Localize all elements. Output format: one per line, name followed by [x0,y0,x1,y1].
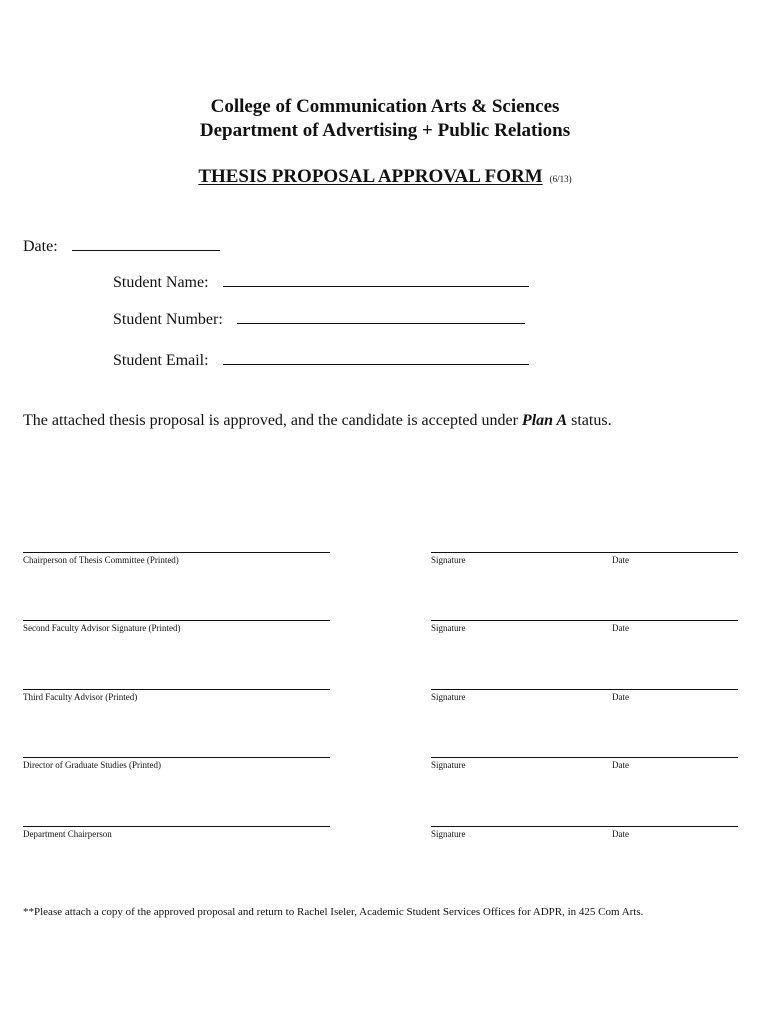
printed-name-line[interactable] [23,552,330,553]
role-label: Third Faculty Advisor (Printed) [23,692,138,702]
signature-block-second-advisor [0,620,770,650]
college-heading: College of Communication Arts & Sciences [210,96,560,117]
signature-label: Signature [431,623,466,633]
department-heading: Department of Advertising + Public Relations [199,120,571,141]
statement-text: The attached thesis proposal is approved, and the candidate is accepted under [23,412,522,429]
approval-statement [23,412,612,430]
printed-name-line[interactable] [23,757,330,758]
plan-name: Plan A [521,412,568,429]
date-label: Date [612,623,629,633]
role-label: Chairperson of Thesis Committee (Printed) [23,555,179,565]
signature-block-graduate-director [0,757,770,787]
signature-date-line[interactable] [431,826,738,827]
signature-date-line[interactable] [431,552,738,553]
role-label: Second Faculty Advisor Signature (Printed) [23,623,181,633]
form-title-row [0,166,770,188]
student-email-row [113,350,529,370]
date-blank-field[interactable] [72,236,220,251]
date-label: Date: [23,238,58,255]
form-title: THESIS PROPOSAL APPROVAL FORM [198,166,543,187]
student-name-blank-field[interactable] [223,272,529,287]
date-label: Date [612,760,629,770]
footer-note: **Please attach a copy of the approved proposal and return to Rachel Iseler, Academic Student Services Offices for ADPR, in 425 Com Arts. [23,906,644,918]
student-email-label: Student Email: [113,352,209,369]
signature-label: Signature [431,555,466,565]
date-label: Date [612,692,629,702]
date-row [23,236,220,256]
student-number-label: Student Number: [113,311,223,328]
signature-label: Signature [431,829,466,839]
signature-block-department-chair [0,826,770,856]
date-label: Date [612,555,629,565]
signature-date-line[interactable] [431,689,738,690]
date-label: Date [612,829,629,839]
signature-label: Signature [431,760,466,770]
signature-block-third-advisor [0,689,770,719]
signature-date-line[interactable] [431,620,738,621]
printed-name-line[interactable] [23,689,330,690]
student-name-label: Student Name: [113,274,209,291]
statement-end: status. [567,412,612,429]
signature-date-line[interactable] [431,757,738,758]
printed-name-line[interactable] [23,620,330,621]
role-label: Department Chairperson [23,829,112,839]
role-label: Director of Graduate Studies (Printed) [23,760,161,770]
signature-label: Signature [431,692,466,702]
student-email-blank-field[interactable] [223,350,529,365]
signature-block-chairperson [0,552,770,582]
printed-name-line[interactable] [23,826,330,827]
form-version: (6/13) [549,174,572,184]
student-number-row [113,309,525,329]
student-name-row [113,272,529,292]
student-number-blank-field[interactable] [237,309,525,324]
